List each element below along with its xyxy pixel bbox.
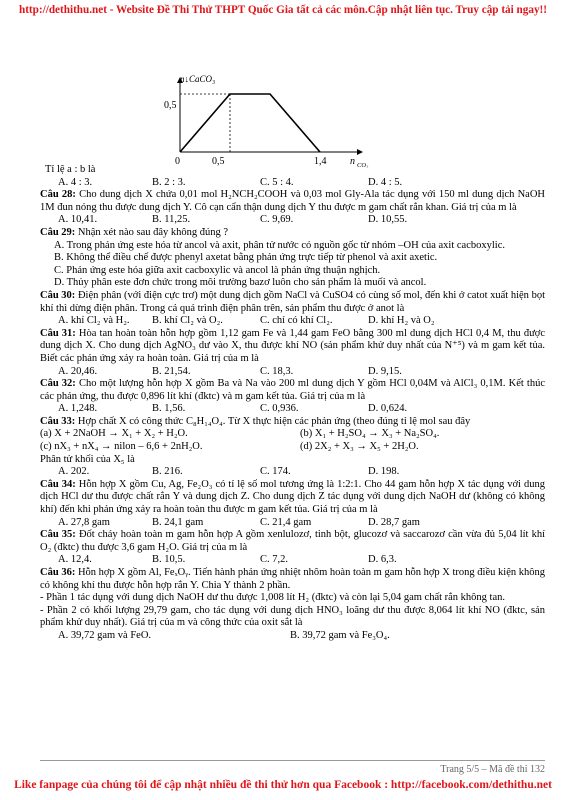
q32-label: Câu 32: (40, 378, 76, 390)
q33-option-a[interactable]: A. 202. (58, 466, 90, 478)
q34-label: Câu 34: (40, 478, 76, 490)
q33-reaction-b: (b) X₁ + H₂SO₄ → X₃ + Na₂SO₄. (300, 428, 440, 440)
q36-part-2: - Phần 2 có khối lượng 29,79 gam, cho tác dụng với dung dịch HNO₃ loãng dư thu được 8,064 lít khí NO (đktc, sản phẩm khử duy nhất). Giá trị của m và công thức của oxit sắt là (40, 604, 545, 629)
q30-option-a[interactable]: A. khí Cl₂ và H₂. (58, 315, 130, 327)
q32-option-c[interactable]: C. 0,936. (260, 403, 299, 415)
q33-option-d[interactable]: D. 198. (368, 466, 400, 478)
q29-label: Câu 29: (40, 226, 76, 238)
q33-option-b[interactable]: B. 216. (152, 466, 183, 478)
q35-option-d[interactable]: D. 6,3. (368, 554, 397, 566)
q34-question (40, 479, 545, 517)
q32-options (40, 403, 545, 416)
q30-option-b[interactable]: B. khí Cl₂ và O₂. (152, 315, 223, 327)
q28-text: Cho dung dịch X chứa 0,01 mol H₂NCH₂COOH và 0,03 mol Gly-Ala tác dụng với 150 ml dung dịch NaOH 1M đun nóng thu được dung dịch Y. Cô cạn cẩn thận dung dịch Y thu được m gam chất rắn khan. Giá trị của m là (40, 189, 546, 213)
x-axis-label: n (350, 156, 355, 167)
q32-question (40, 378, 545, 403)
bottom-banner[interactable]: Like fanpage của chúng tôi để cập nhật nhiều đề thi thử hơn qua Facebook : http://facebook.com/dethithu.net (14, 779, 552, 791)
q27-option-d[interactable]: D. 4 : 5. (368, 176, 403, 188)
q28-option-d[interactable]: D. 10,55. (368, 214, 408, 226)
q36-option-a[interactable]: A. 39,72 gam và FeO. (58, 629, 152, 641)
q33-options (40, 466, 545, 479)
q29-option-d[interactable]: D. Thủy phân este đơn chức trong môi trường bazơ luôn cho sản phẩm là muối và ancol. (54, 277, 427, 289)
q27-question-tail: Tỉ lệ a : b là (45, 164, 96, 175)
q30-text: Điện phân (với điện cực trơ) một dung dịch gồm NaCl và CuSO4 có cùng số mol, đến khi ở catot xuất hiện bọt khí thì dừng điện phân. Trong cả quá trình điện phân trên, sản phẩm thu được ở anot là (40, 289, 545, 314)
q35-label: Câu 35: (40, 529, 76, 541)
q36-question (40, 567, 545, 592)
q36-part-1: - Phần 1 tác dụng với dung dịch NaOH dư thu được 1,008 lít H₂ (đktc) và còn lại 5,04 gam chất rắn không tan. (40, 592, 506, 604)
q28-label: Câu 28: (40, 189, 76, 201)
q34-option-b[interactable]: B. 24,1 gam (152, 516, 204, 528)
q32-text: Cho một lượng hỗn hợp X gồm Ba và Na vào 200 ml dung dịch Y gồm HCl 0,04M và AlCl₃ 0,1M. Kết thúc các phản ứng, thu được 0,896 lít khí (đktc) và m gam kết tủa. Giá trị của m là (40, 378, 545, 402)
q33-reaction-c: (c) nX₃ + nX₄ → nilon – 6,6 + 2nH₂O. (40, 441, 203, 453)
q32-option-d[interactable]: D. 0,624. (368, 403, 408, 415)
q33-reaction-d: (d) 2X₂ + X₃ → X₅ + 2H₂O. (300, 441, 419, 453)
q30-label: Câu 30: (40, 289, 76, 301)
q27-option-a[interactable]: A. 4 : 3. (58, 176, 93, 188)
q33-reactions-ab (40, 428, 545, 441)
precipitate-graph (150, 72, 390, 168)
q28-question (40, 189, 545, 214)
q29-option-c[interactable]: C. Phản ứng este hóa giữa axit cacboxylic và ancol là phản ứng thuận nghịch. (54, 264, 381, 276)
q33-question (40, 416, 545, 429)
q31-text: Hòa tan hoàn toàn hỗn hợp gồm 1,12 gam Fe và 1,44 gam FeO bằng 300 ml dung dịch HCl 0,4 M, thu được dung dịch X. Cho dung dịch AgNO₃ dư vào X, thu được khí NO (sản phẩm khử duy nhất của N⁺⁵) và m gam kết tủa. Biết các phản ứng xảy ra hoàn toàn. Giá trị của m là (40, 327, 545, 364)
origin-label: 0 (175, 156, 180, 167)
y-tick-label: 0,5 (164, 100, 177, 111)
y-axis-label: n↓CaCO₃ (180, 74, 216, 84)
q28-option-a[interactable]: A. 10,41. (58, 214, 98, 226)
q30-option-c[interactable]: C. chỉ có khí Cl₂. (260, 315, 333, 327)
q36-option-b[interactable]: B. 39,72 gam và Fe₃O₄. (290, 629, 390, 641)
q36-label: Câu 36: (40, 567, 76, 578)
top-banner[interactable]: http://dethithu.net - Website Đề Thi Thử THPT Quốc Gia tất cả các môn.Cập nhật liên tục. Truy cập tải ngay!! (18, 4, 547, 16)
q35-question (40, 529, 545, 554)
x-axis-subscript: CO₂ (357, 162, 369, 168)
q35-option-c[interactable]: C. 7,2. (260, 554, 289, 566)
q35-option-a[interactable]: A. 12,4. (58, 554, 92, 566)
q29-option-a[interactable]: A. Trong phản ứng este hóa từ ancol và axit, phân tử nước có nguồn gốc từ nhóm –OH của axit cacboxylic. (54, 239, 505, 251)
q30-options (40, 315, 545, 328)
q30-question (40, 290, 545, 315)
q31-option-b[interactable]: B. 21,54. (152, 365, 191, 377)
q27-option-b[interactable]: B. 2 : 3. (152, 176, 186, 188)
graph-line (180, 94, 320, 152)
q27-options (40, 177, 545, 190)
q31-question (40, 328, 545, 366)
q33-reaction-a: (a) X + 2NaOH → X₁ + X₂ + H₂O. (40, 428, 188, 440)
q32-option-b[interactable]: B. 1,56. (152, 403, 186, 415)
q28-option-c[interactable]: C. 9,69. (260, 214, 294, 226)
q28-options (40, 214, 545, 227)
page-number: Trang 5/5 – Mã đề thi 132 (440, 764, 545, 775)
q33-text: Hợp chất X có công thức C₈H₁₄O₄. Từ X thực hiện các phản ứng (theo đúng tỉ lệ mol sau đây (75, 415, 471, 427)
q34-option-a[interactable]: A. 27,8 gam (58, 516, 110, 528)
q36-options (40, 630, 545, 643)
x-tick-label-1: 0,5 (212, 156, 225, 167)
q31-option-d[interactable]: D. 9,15. (368, 365, 402, 377)
q34-option-d[interactable]: D. 28,7 gam (368, 516, 420, 528)
q33-option-c[interactable]: C. 174. (260, 466, 291, 478)
q29-question (40, 227, 545, 240)
q31-option-a[interactable]: A. 20,46. (58, 365, 98, 377)
q33-reactions-cd (40, 441, 545, 454)
x-tick-label-2: 1,4 (314, 156, 327, 167)
q32-option-a[interactable]: A. 1,248. (58, 403, 98, 415)
q31-option-c[interactable]: C. 18,3. (260, 365, 294, 377)
q29-option-b[interactable]: B. Không thể điều chế được phenyl axetat bằng phản ứng trực tiếp từ phenol và axit axetic. (54, 252, 438, 264)
q30-option-d[interactable]: D. khí H₂ và O₂ (368, 315, 435, 327)
q31-options (40, 366, 545, 379)
q34-options (40, 517, 545, 530)
exam-content (40, 164, 545, 643)
q33-label: Câu 33: (40, 415, 76, 427)
q34-option-c[interactable]: C. 21,4 gam (260, 516, 312, 528)
q35-text: Đốt cháy hoàn toàn m gam hỗn hợp A gồm xenlulozơ, tinh bột, glucozơ và saccarozơ cần vừa đủ 5,04 lít khí O₂ (đktc) thu được 3,6 gam H₂O. Giá trị của m là (40, 529, 546, 553)
q36-text: Hỗn hợp X gồm Al, FeₓOᵧ. Tiến hành phản ứng nhiệt nhôm hoàn toàn m gam hỗn hợp X trong điều kiện không có không khí thu được hỗn hợp rắn Y. Chia Y thành 2 phần. (40, 567, 545, 591)
q34-text: Hỗn hợp X gồm Cu, Ag, Fe₂O₃ có tỉ lệ số mol tương ứng là 1:2:1. Cho 44 gam hỗn hợp X tác dụng với dung dịch HCl dư thu được chất rắn Y và dung dịch Z. Cho dung dịch Z tác dụng với dung dịch NaOH dư (không có không khí) đến khi phản ứng xảy ra hoàn toàn thu được m gam kết tủa. Giá trị của m là (40, 478, 545, 516)
q29-text: Nhận xét nào sau đây không đúng ? (75, 226, 229, 238)
q28-option-b[interactable]: B. 11,25. (152, 214, 191, 226)
q27-option-c[interactable]: C. 5 : 4. (260, 176, 294, 188)
q35-option-b[interactable]: B. 10,5. (152, 554, 186, 566)
q31-label: Câu 31: (40, 327, 76, 339)
footer-divider (40, 760, 545, 761)
q33-ask: Phân tử khối của X₅ là (40, 453, 135, 465)
q35-options (40, 554, 545, 567)
